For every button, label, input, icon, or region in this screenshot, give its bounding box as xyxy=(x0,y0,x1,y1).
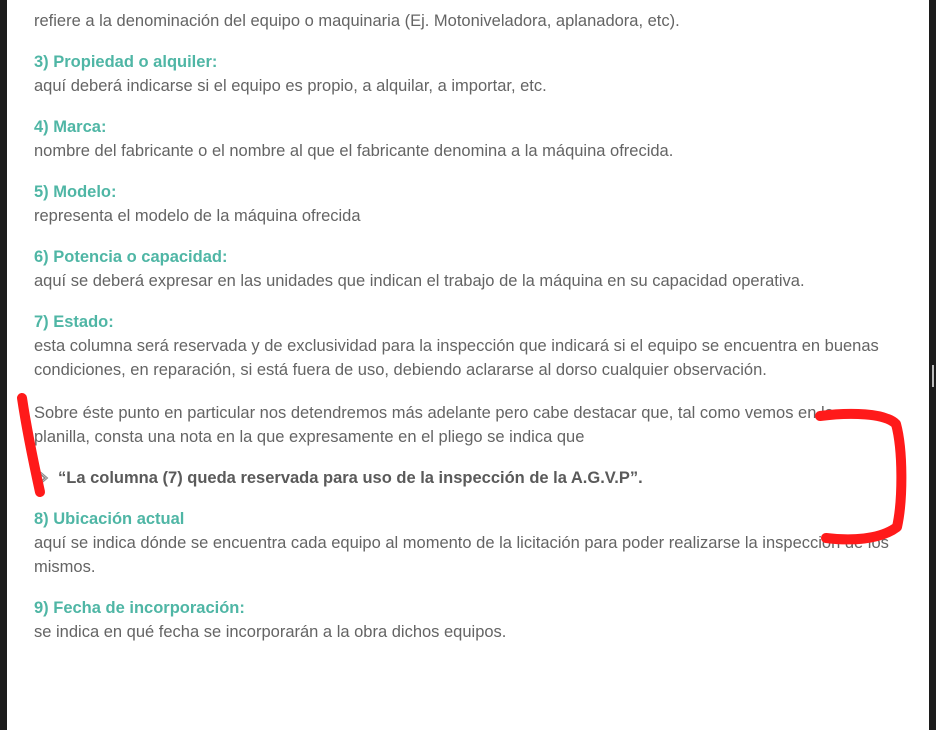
item-8-title: 8) Ubicación actual xyxy=(34,510,185,528)
quote-text: “La columna (7) queda reservada para uso de la inspección de la A.G.V.P”. xyxy=(58,469,643,487)
note-paragraph: Sobre éste punto en particular nos detendremos más adelante pero cabe destacar que, tal como vemos en la planilla, consta una nota en la que expresamente en el pliego se indica que xyxy=(34,404,834,446)
document-content xyxy=(34,9,894,644)
item-5-title: 5) Modelo: xyxy=(34,183,117,201)
item-4-body: nombre del fabricante o el nombre al que el fabricante denomina a la máquina ofrecida. xyxy=(34,142,674,160)
item-8-body: aquí se indica dónde se encuentra cada equipo al momento de la licitación para poder realizarse la inspección de los mismos. xyxy=(34,534,889,576)
document-page xyxy=(7,0,929,730)
item-3-title: 3) Propiedad o alquiler: xyxy=(34,53,218,71)
item-6-title: 6) Potencia o capacidad: xyxy=(34,248,228,266)
item-3-body: aquí deberá indicarse si el equipo es propio, a alquilar, a importar, etc. xyxy=(34,77,547,95)
intro-line: refiere a la denominación del equipo o maquinaria (Ej. Motoniveladora, aplanadora, etc). xyxy=(34,12,680,30)
item-4-title: 4) Marca: xyxy=(34,118,107,136)
item-9-title: 9) Fecha de incorporación: xyxy=(34,599,245,617)
item-7-body: esta columna será reservada y de exclusividad para la inspección que indicará si el equipo se encuentra en buenas condiciones, en reparación, si está fuera de uso, debiendo aclararse al dorso cualquier observación. xyxy=(34,337,879,379)
item-5-body: representa el modelo de la máquina ofrecida xyxy=(34,207,361,225)
item-9-body: se indica en qué fecha se incorporarán a la obra dichos equipos. xyxy=(34,623,507,641)
item-6-body: aquí se deberá expresar en las unidades que indican el trabajo de la máquina en su capacidad operativa. xyxy=(34,272,805,290)
chevron-right-icon xyxy=(34,470,50,486)
scrollbar-marker xyxy=(932,365,934,387)
item-7-title: 7) Estado: xyxy=(34,313,114,331)
quote-block xyxy=(34,466,894,490)
